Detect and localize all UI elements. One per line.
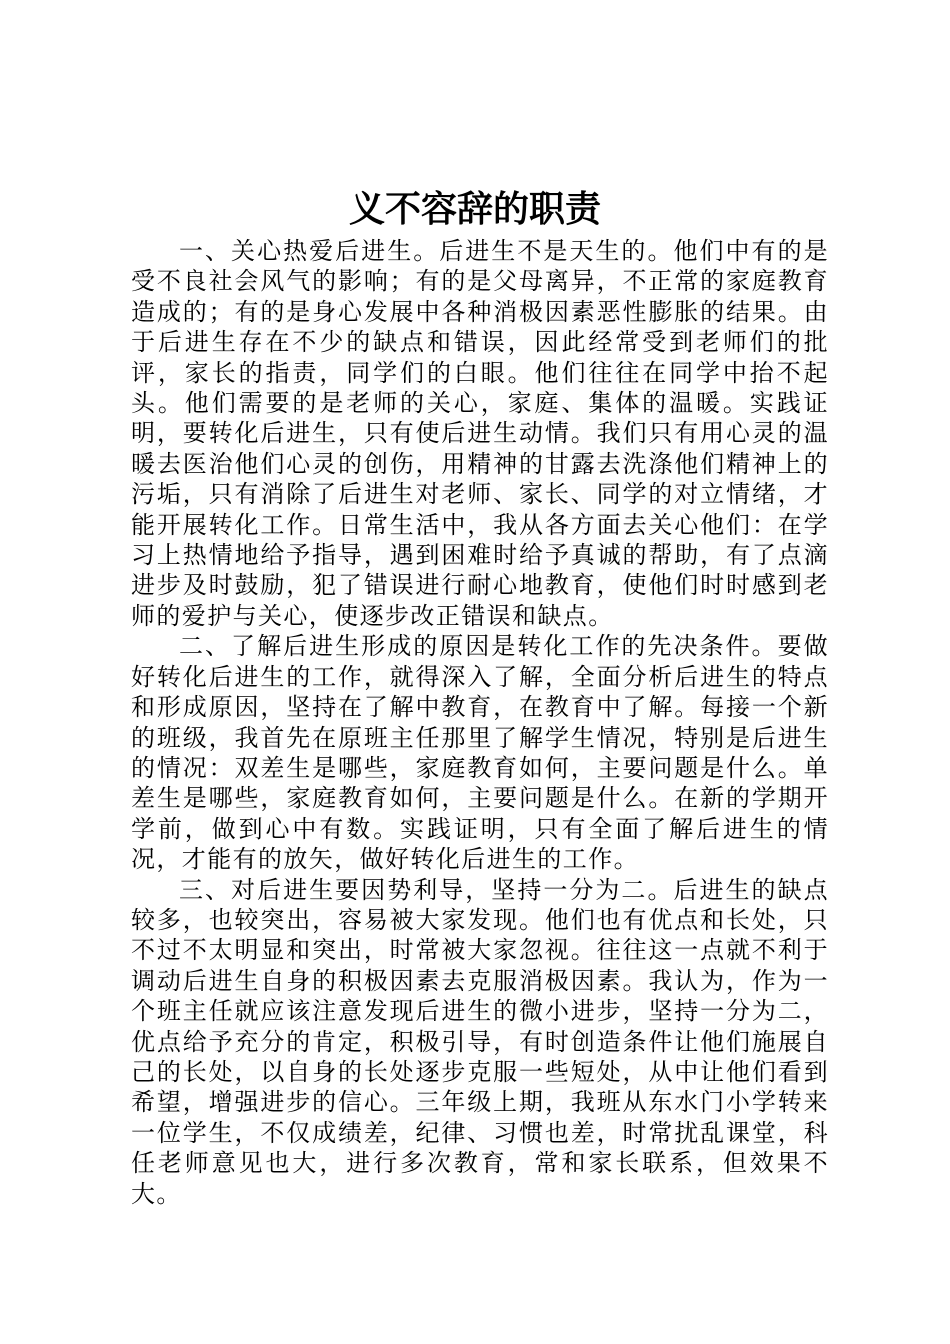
document-body bbox=[131, 236, 829, 1209]
paragraph-2: 二、了解后进生形成的原因是转化工作的先决条件。要做好转化后进生的工作，就得深入了解，全面分析后进生的特点和形成原因，坚持在了解中教育，在教育中了解。每接一个新的班级，我首先在原班主任那里了解学生情况，特别是后进生的情况：双差生是哪些，家庭教育如何，主要问题是什么。单差生是哪些，家庭教育如何，主要问题是什么。在新的学期开学前，做到心中有数。实践证明，只有全面了解后进生的情况，才能有的放矢，做好转化后进生的工作。 bbox=[131, 632, 829, 874]
paragraph-3: 三、对后进生要因势利导，坚持一分为二。后进生的缺点较多，也较突出，容易被大家发现。他们也有优点和长处，只不过不太明显和突出，时常被大家忽视。往往这一点就不利于调动后进生自身的积极因素去克服消极因素。我认为，作为一个班主任就应该注意发现后进生的微小进步，坚持一分为二，优点给予充分的肯定，积极引导，有时创造条件让他们施展自己的长处，以自身的长处逐步克服一些短处，从中让他们看到希望，增强进步的信心。三年级上期，我班从东水门小学转来一位学生，不仅成绩差，纪律、习惯也差，时常扰乱课堂，科任老师意见也大，进行多次教育，常和家长联系，但效果不大。 bbox=[131, 875, 829, 1208]
document-title: 义不容辞的职责 bbox=[348, 188, 601, 230]
paragraph-1: 一、关心热爱后进生。后进生不是天生的。他们中有的是受不良社会风气的影响；有的是父母离异，不正常的家庭教育造成的；有的是身心发展中各种消极因素恶性膨胀的结果。由于后进生存在不少的缺点和错误，因此经常受到老师们的批评，家长的指责，同学们的白眼。他们往往在同学中抬不起头。他们需要的是老师的关心，家庭、集体的温暖。实践证明，要转化后进生，只有使后进生动情。我们只有用心灵的温暖去医治他们心灵的创伤，用精神的甘露去洗涤他们精神上的污垢，只有消除了后进生对老师、家长、同学的对立情绪，才能开展转化工作。日常生活中，我从各方面去关心他们：在学习上热情地给予指导，遇到困难时给予真诚的帮助，有了点滴进步及时鼓励，犯了错误进行耐心地教育，使他们时时感到老师的爱护与关心，使逐步改正错误和缺点。 bbox=[131, 237, 829, 630]
